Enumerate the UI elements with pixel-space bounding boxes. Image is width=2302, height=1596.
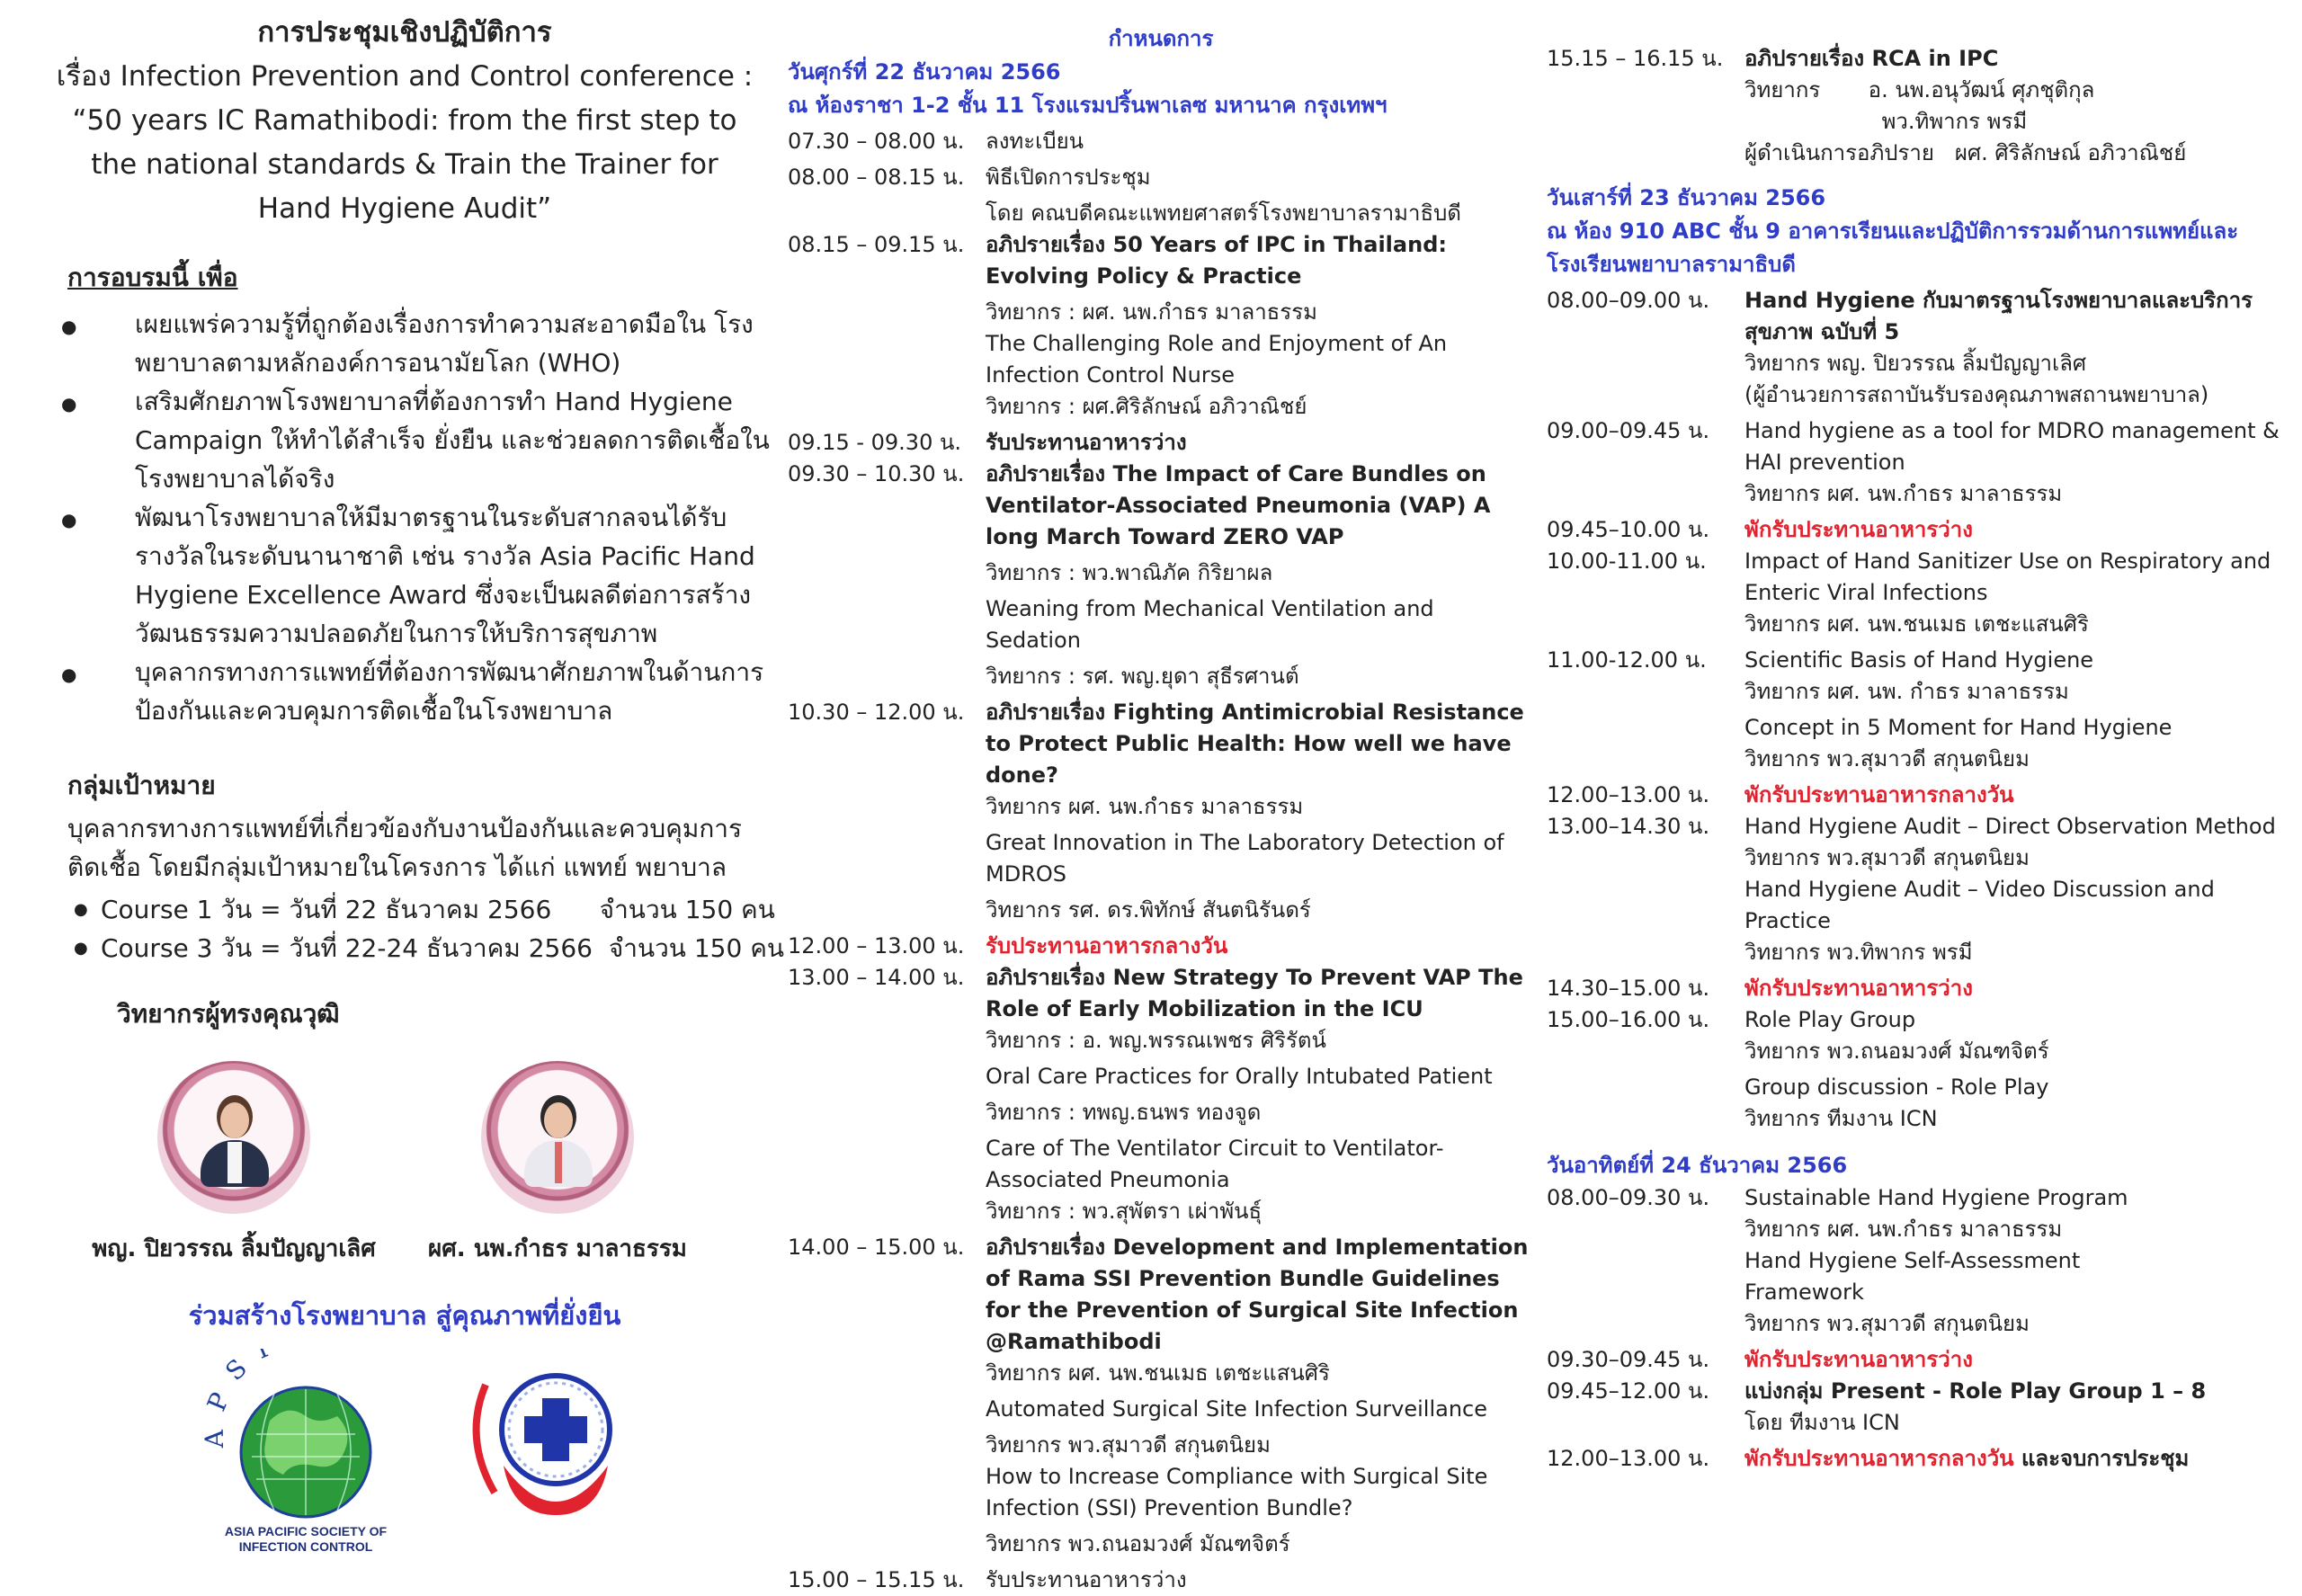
schedule-day2-3 [1547, 0, 2293, 1475]
schedule-line: Concept in 5 Moment for Hand Hygiene [1744, 715, 2173, 740]
schedule-line: วิทยากร : รศ. พญ.ยุดา สุธีรศานต์ [986, 664, 1299, 689]
schedule-row: 12.00–13.00 น. พักรับประทานอาหารกลางวัน [1547, 782, 2014, 807]
schedule-line: Group discussion - Role Play [1744, 1074, 2049, 1100]
schedule-row: 09.45–10.00 น. พักรับประทานอาหารว่าง [1547, 517, 1973, 542]
schedule-line: โดย ทีมงาน ICN [1744, 1410, 1900, 1435]
schedule-line: The Challenging Role and Enjoyment of An Infection Control Nurse [986, 331, 1448, 388]
schedule-line: Automated Surgical Site Infection Surveillance [986, 1396, 1488, 1422]
schedule-row: 15.00 – 15.15 น. รับประทานอาหารว่าง [788, 1567, 1187, 1592]
title-line: “50 years IC Ramathibodi: from the first step to [72, 104, 737, 137]
purpose-item: ● บุคลากรทางการแพทย์ที่ต้องการพัฒนาศักยภาพในด้านการ ป้องกันและควบคุมการติดเชื้อในโรงพยาบาล [36, 653, 773, 730]
target-text: บุคลากรทางการแพทย์ที่เกี่ยวข้องกับงานป้องกันและควบคุมการติดเชื้อ โดยมีกลุ่มเป้าหมายในโครงการ ได้แก่ แพทย์ พยาบาล [67, 814, 743, 882]
schedule-line: โดย คณบดีคณะแพทยศาสตร์โรงพยาบาลรามาธิบดี [986, 201, 1461, 226]
schedule-line: พว.ทิพากร พรมี [1744, 109, 2028, 134]
schedule-line: วิทยากร พว.ทิพากร พรมี [1744, 940, 1973, 965]
schedule-title: กำหนดการ [1108, 26, 1214, 51]
schedule-line: วิทยากร ผศ. นพ. กำธร มาลาธรรม [1744, 679, 2069, 704]
schedule-row: 10.00-11.00 น. Impact of Hand Sanitizer Use on Respiratory and Enteric Viral Infections [1547, 548, 2271, 605]
schedule-row: 12.00–13.00 น. พักรับประทานอาหารกลางวัน และจบการประชุม [1547, 1446, 2190, 1471]
schedule-row: 13.00–14.30 น. Hand Hygiene Audit – Direct Observation Method [1547, 814, 2276, 839]
schedule-line: วิทยากร : ผศ.ศิริลักษณ์ อภิวาณิชย์ [986, 394, 1307, 419]
schedule-line: Weaning from Mechanical Ventilation and Sedation [986, 596, 1434, 653]
apsic-logo [36, 1349, 773, 1556]
schedule-row: 09.00–09.45 น. Hand hygiene as a tool for MDRO management & HAI prevention [1547, 418, 2280, 475]
schedule-row: 10.30 – 12.00 น. อภิปรายเรื่อง Fighting Antimicrobial Resistance to Protect Public Health: How well we have done? [788, 700, 1524, 788]
schedule-row: 08.00 – 08.15 น. พิธีเปิดการประชุม [788, 165, 1151, 190]
schedule-line: วิทยากร พว.ถนอมวงศ์ มัณฑจิตร์ [986, 1531, 1290, 1556]
schedule-line: วิทยากร พว.ถนอมวงศ์ มัณฑจิตร์ [1744, 1039, 2049, 1064]
schedule-row: 08.00–09.30 น. Sustainable Hand Hygiene Program [1547, 1185, 2128, 1210]
purpose-list [36, 305, 773, 730]
day2-venue: ณ ห้อง 910 ABC ชั้น 9 อาคารเรียนและปฏิบัติการรวมด้านการแพทย์และ โรงเรียนพยาบาลรามาธิบดี [1547, 218, 2239, 277]
speaker-name: ผศ. นพ.กำธร มาลาธรรม [428, 1235, 687, 1262]
schedule-day1 [788, 0, 1534, 1596]
schedule-line: วิทยากร พญ. ปิยวรรณ ลิ้มปัญญาเลิศ [1744, 351, 2087, 376]
schedule-line: วิทยากร พว.สุมาวดี สกุนตนิยม [1744, 746, 2030, 771]
schedule-row: 09.45–12.00 น. แบ่งกลุ่ม Present - Role Play Group 1 – 8 [1547, 1378, 2207, 1404]
day1-venue: ณ ห้องราชา 1-2 ชั้น 11 โรงแรมปริ้นพาเลซ มหานาค กรุงเทพฯ [788, 93, 1387, 118]
purpose-item: ● เผยแพร่ความรู้ที่ถูกต้องเรื่องการทำความสะอาดมือใน โรงพยาบาลตามหลักองค์การอนามัยโลก (WHO) [36, 305, 773, 382]
title-line: เรื่อง Infection Prevention and Control conference : [56, 60, 754, 93]
schedule-row: 09.30 – 10.30 น. อภิปรายเรื่อง The Impact of Care Bundles on Ventilator-Associated Pneumonia (VAP) A long March Toward ZERO VAP [788, 461, 1491, 549]
schedule-row: 15.00–16.00 น. Role Play Group [1547, 1007, 1916, 1032]
day2-heading: วันเสาร์ที่ 23 ธันวาคม 2566 [1547, 185, 1826, 210]
speakers-row [36, 1061, 773, 1277]
day1-heading: วันศุกร์ที่ 22 ธันวาคม 2566 [788, 59, 1061, 85]
schedule-row: 08.00–09.00 น. Hand Hygiene กับมาตรฐานโรงพยาบาลและบริการสุขภาพ ฉบับที่ 5 [1547, 288, 2253, 344]
schedule-row: 09.15 - 09.30 น. รับประทานอาหารว่าง [788, 430, 1187, 455]
schedule-line: Oral Care Practices for Orally Intubated Patient [986, 1064, 1493, 1089]
course-item: ● Course 1 วัน = วันที่ 22 ธันวาคม 2566 จำนวน 150 คน [36, 890, 773, 929]
schedule-line: ผู้ดำเนินการอภิปราย ผศ. ศิริลักษณ์ อภิวาณิชย์ [1744, 140, 2187, 165]
speaker-photo [481, 1061, 634, 1214]
speaker-name: พญ. ปิยวรรณ ลิ้มปัญญาเลิศ [92, 1235, 376, 1262]
schedule-line: วิทยากร : พว.พาณิภัค กิริยาผล [986, 560, 1273, 585]
schedule-line: Care of The Ventilator Circuit to Ventilator-Associated Pneumonia [986, 1136, 1444, 1192]
apsic-logo-text: APS [199, 1349, 264, 1449]
target-heading: กลุ่มเป้าหมาย [67, 771, 216, 800]
course-item: ● Course 3 วัน = วันที่ 22-24 ธันวาคม 2566 จำนวน 150 คน [36, 929, 773, 967]
speakers-heading: วิทยากรผู้ทรงคุณวุฒิ [117, 999, 340, 1029]
left-column [36, 0, 785, 1554]
speaker-card [414, 1061, 701, 1267]
schedule-row: 07.30 – 08.00 น. ลงทะเบียน [788, 129, 1084, 154]
schedule-row: 15.15 – 16.15 น. อภิปรายเรื่อง RCA in IPC [1547, 46, 1999, 71]
logos [36, 1349, 773, 1556]
schedule-line: วิทยากร อ. นพ.อนุวัฒน์ ศุภชุติกุล [1744, 77, 2095, 103]
svg-text:ASIA PACIFIC SOCIETY OF: ASIA PACIFIC SOCIETY OF [224, 1524, 388, 1538]
speaker-photo [157, 1061, 310, 1214]
schedule-row: 14.30–15.00 น. พักรับประทานอาหารว่าง [1547, 976, 1973, 1001]
schedule-line: Hand Hygiene Self-Assessment Framework [1744, 1248, 2081, 1305]
schedule-line: วิทยากร ผศ. นพ.ชนเมธ เตชะแสนศิริ [986, 1360, 1330, 1386]
schedule-line: Hand Hygiene Audit – Video Discussion and Practice [1744, 877, 2215, 933]
purpose-item: ● พัฒนาโรงพยาบาลให้มีมาตรฐานในระดับสากลจนได้รับ รางวัลในระดับนานาชาติ เช่น รางวัล Asia Pacific Hand Hygiene Excellence Award ซึ่งจะเป็นผลดีต่อการสร้าง วัฒนธรรมความปลอดภัยในการให้บริการสุขภาพ [36, 498, 773, 653]
speaker-card [85, 1061, 382, 1267]
schedule-row: 14.00 – 15.00 น. อภิปรายเรื่อง Development and Implementation of Rama SSI Prevention Bundle Guidelines for the Prevention of Surgical Site Infection @Ramathibodi [788, 1235, 1529, 1354]
schedule-row: 11.00-12.00 น. Scientific Basis of Hand Hygiene [1547, 647, 2094, 673]
title-line: the national standards & Train the Trainer for [91, 148, 718, 181]
schedule-line: วิทยากร : ผศ. นพ.กำธร มาลาธรรม [986, 299, 1317, 325]
schedule-line: วิทยากร รศ. ดร.พิทักษ์ สันตนิรันดร์ [986, 897, 1311, 923]
schedule-line: วิทยากร พว.สุมาวดี สกุนตนิยม [1744, 845, 2030, 870]
schedule-line: (ผู้อำนวยการสถาบันรับรองคุณภาพสถานพยาบาล) [1744, 382, 2209, 407]
day3-heading: วันอาทิตย์ที่ 24 ธันวาคม 2566 [1547, 1153, 1848, 1178]
title-line: การประชุมเชิงปฏิบัติการ [257, 16, 552, 49]
schedule-line: How to Increase Compliance with Surgical Site Infection (SSI) Prevention Bundle? [986, 1464, 1488, 1520]
schedule-line: วิทยากร ทีมงาน ICN [1744, 1106, 1938, 1131]
conference-title [36, 11, 773, 231]
schedule-row: 08.15 – 09.15 น. อภิปรายเรื่อง 50 Years of IPC in Thailand: Evolving Policy & Practice [788, 232, 1447, 289]
schedule-line: วิทยากร ผศ. นพ.กำธร มาลาธรรม [1744, 1217, 2063, 1242]
schedule-line: Great Innovation in The Laboratory Detection of MDROS [986, 830, 1504, 887]
schedule-line: วิทยากร : อ. พญ.พรรณเพชร ศิริรัตน์ [986, 1028, 1326, 1053]
title-line: Hand Hygiene Audit” [257, 192, 552, 225]
tagline: ร่วมสร้างโรงพยาบาล สู่คุณภาพที่ยั่งยืน [188, 1300, 621, 1331]
schedule-line: วิทยากร ผศ. นพ.กำธร มาลาธรรม [1744, 481, 2063, 506]
schedule-row: 12.00 – 13.00 น. รับประทานอาหารกลางวัน [788, 933, 1228, 958]
schedule-line: วิทยากร พว.สุมาวดี สกุนตนิยม [986, 1432, 1271, 1458]
purpose-heading: การอบรมนี้ เพื่อ [67, 263, 238, 292]
schedule-line: วิทยากร : พว.สุพัตรา เผ่าพันธุ์ [986, 1199, 1263, 1224]
schedule-line: วิทยากร ผศ. นพ.กำธร มาลาธรรม [986, 794, 1304, 819]
schedule-row: 13.00 – 14.00 น. อภิปรายเรื่อง New Strategy To Prevent VAP The Role of Early Mobilization in the ICU [788, 965, 1523, 1021]
purpose-item: ● เสริมศักยภาพโรงพยาบาลที่ต้องการทำ Hand Hygiene Campaign ให้ทำได้สำเร็จ ยั่งยืน และช่วยลดการติดเชื้อใน โรงพยาบาลได้จริง [36, 382, 773, 498]
schedule-line: วิทยากร : ทพญ.ธนพร ทองจูด [986, 1100, 1262, 1125]
schedule-row: 09.30–09.45 น. พักรับประทานอาหารว่าง [1547, 1347, 1973, 1372]
schedule-line: วิทยากร พว.สุมาวดี สกุนตนิยม [1744, 1311, 2030, 1336]
schedule-line: วิทยากร ผศ. นพ.ชนเมธ เตชะแสนศิริ [1744, 611, 2089, 637]
ha-logo [477, 1376, 610, 1515]
svg-text:INFECTION CONTROL: INFECTION CONTROL [238, 1539, 373, 1554]
